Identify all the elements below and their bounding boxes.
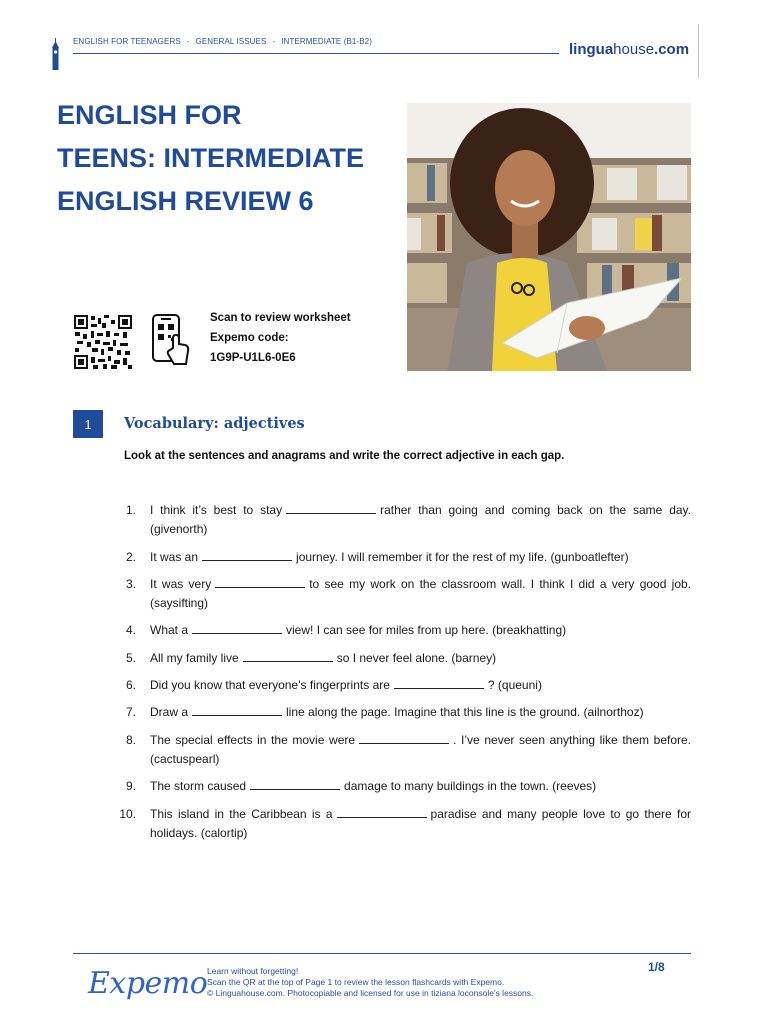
question-text-before: What a — [150, 623, 189, 637]
question-text-before: Draw a — [150, 705, 189, 719]
qr-code-icon[interactable] — [73, 314, 133, 370]
question-number: 2. — [125, 550, 136, 564]
question-text-after: rather than going and coming back on the same day. (givenorth) — [150, 503, 691, 536]
question-item — [112, 649, 691, 668]
question-number: 4. — [125, 623, 136, 637]
question-item — [112, 548, 691, 567]
section-instructions: Look at the sentences and anagrams and write the correct adjective in each gap. — [124, 450, 565, 462]
answer-gap[interactable] — [215, 575, 305, 588]
expemo-logo[interactable]: Expemo — [88, 966, 208, 1001]
answer-gap[interactable] — [337, 805, 427, 818]
question-text-before: The special effects in the movie were — [150, 733, 356, 747]
question-item — [112, 805, 691, 842]
header-divider — [73, 53, 559, 54]
question-number: 5. — [125, 651, 136, 665]
question-item — [112, 777, 691, 796]
brand-light: house — [613, 41, 655, 58]
breadcrumb — [73, 37, 372, 46]
question-text-after: ? (queuni) — [487, 678, 542, 692]
question-item — [112, 501, 691, 538]
question-item — [112, 731, 691, 768]
student-reading-photo — [407, 103, 691, 371]
breadcrumb-topic[interactable]: GENERAL ISSUES — [195, 37, 267, 46]
page-number: 1/8 — [648, 960, 665, 974]
expemo-code-label: Expemo code: — [210, 332, 289, 344]
question-text-after: line along the page. Imagine that this line is the ground. (ailnorthoz) — [286, 705, 644, 719]
title-line: ENGLISH REVIEW 6 — [57, 186, 314, 216]
question-text-after: journey. I will remember it for the rest of my life. (gunboatlefter) — [296, 550, 629, 564]
footer-instruction: Scan the QR at the top of Page 1 to review the lesson flashcards with Expemo. — [207, 977, 505, 987]
question-text-before: The storm caused — [150, 779, 247, 793]
section-title: Vocabulary: adjectives — [124, 415, 305, 432]
question-item — [112, 621, 691, 640]
footer-divider — [73, 953, 691, 954]
question-text-before: All my family live — [150, 651, 239, 665]
answer-gap[interactable] — [394, 676, 484, 689]
question-number: 6. — [125, 678, 136, 692]
breadcrumb-level[interactable]: ENGLISH FOR TEENAGERS — [73, 37, 181, 46]
question-text-after: to see my work on the classroom wall. I think I did a very good job. (saysifting) — [150, 577, 691, 610]
breadcrumb-difficulty[interactable]: INTERMEDIATE (B1-B2) — [281, 37, 372, 46]
question-text-after: so I never feel alone. (barney) — [336, 651, 497, 665]
section-number-badge: 1 — [73, 410, 103, 438]
footer-text — [207, 966, 533, 999]
question-text-before: It was very — [150, 577, 212, 591]
linguahouse-logo[interactable] — [569, 41, 689, 58]
question-text-before: Did you know that everyone’s fingerprints are — [150, 678, 390, 692]
question-item — [112, 703, 691, 722]
answer-gap[interactable] — [202, 548, 292, 561]
page-title — [57, 94, 397, 223]
question-number: 1. — [125, 503, 136, 517]
answer-gap[interactable] — [192, 621, 282, 634]
title-line: ENGLISH FOR — [57, 100, 242, 130]
answer-gap[interactable] — [192, 703, 282, 716]
answer-gap[interactable] — [286, 501, 376, 514]
question-text-before: It was an — [150, 550, 199, 564]
question-text-before: This island in the Caribbean is a — [150, 807, 333, 821]
question-text-after: paradise and many people love to go there for holidays. (calortip) — [150, 807, 692, 840]
breadcrumb-separator: - — [186, 37, 190, 46]
question-number: 7. — [125, 705, 136, 719]
question-number: 9. — [125, 779, 136, 793]
question-item — [112, 676, 691, 695]
answer-gap[interactable] — [243, 649, 333, 662]
phone-scan-icon — [151, 314, 191, 370]
question-number: 3. — [125, 577, 136, 591]
brand-suffix: .com — [654, 41, 690, 58]
brand-bold: lingua — [569, 41, 614, 58]
expemo-code: 1G9P-U1L6-0E6 — [210, 352, 296, 364]
big-ben-icon — [51, 38, 60, 70]
answer-gap[interactable] — [359, 731, 449, 744]
question-number: 10. — [119, 807, 136, 821]
question-text-before: I think it’s best to stay — [150, 503, 283, 517]
scan-info — [210, 312, 351, 372]
scan-label: Scan to review worksheet — [210, 312, 351, 324]
footer-copyright: © Linguahouse.com. Photocopiable and licensed for use in tiziana loconsole's lessons. — [207, 988, 534, 998]
question-item — [112, 575, 691, 612]
footer-tagline: Learn without forgetting! — [207, 966, 299, 976]
title-line: TEENS: INTERMEDIATE — [57, 143, 365, 173]
question-text-after: . I’ve never seen anything like them before. (cactuspearl) — [150, 733, 692, 766]
question-number: 8. — [125, 733, 136, 747]
question-text-after: view! I can see for miles from up here. (breakhatting) — [286, 623, 567, 637]
breadcrumb-separator: - — [272, 37, 276, 46]
question-text-after: damage to many buildings in the town. (reeves) — [344, 779, 597, 793]
header-vertical-rule — [698, 24, 699, 78]
answer-gap[interactable] — [250, 777, 340, 790]
